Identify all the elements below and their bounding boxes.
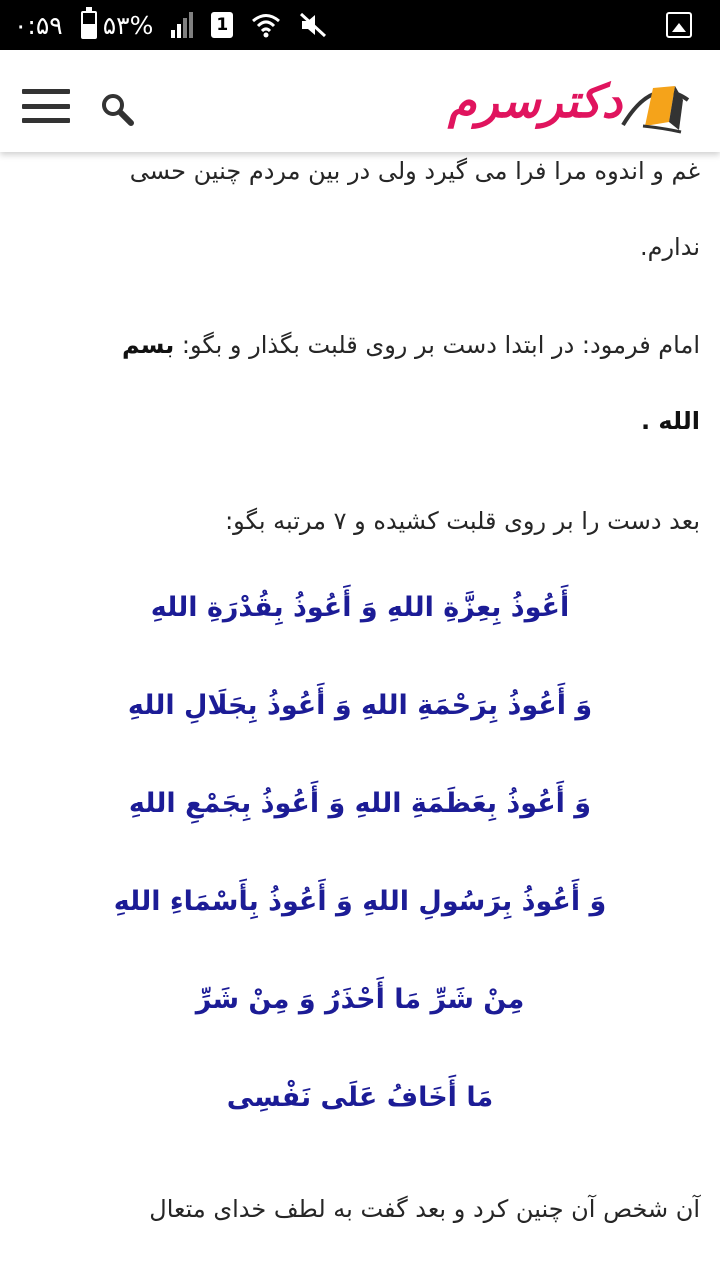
dua-line-1: أَعُوذُ بِعِزَّةِ اللهِ وَ أَعُوذُ بِقُدْرَةِ اللهِ xyxy=(150,592,570,623)
dua-line-5: مِنْ شَرِّ مَا أَحْذَرُ وَ مِنْ شَرِّ xyxy=(195,984,525,1015)
dua-line-4: وَ أَعُوذُ بِرَسُولِ اللهِ وَ أَعُوذُ بِأَسْمَاءِ اللهِ xyxy=(113,886,607,917)
paragraph-2-bold-2: الله . xyxy=(640,407,700,435)
sim-icon: 1 xyxy=(211,12,233,38)
dua-line-6: مَا أَخَافُ عَلَى نَفْسِی xyxy=(226,1082,494,1113)
site-logo[interactable] xyxy=(448,70,693,140)
paragraph-1-line-1: غم و اندوه مرا فرا می گیرد ولی در بین مردم چنین حسی xyxy=(129,157,700,185)
search-icon[interactable] xyxy=(100,92,134,126)
paragraph-4-line-1: آن شخص آن چنین کرد و بعد گفت به لطف خدای متعال xyxy=(149,1195,700,1223)
article-content xyxy=(20,0,700,1280)
paragraph-3: بعد دست را بر روی قلبت کشیده و ۷ مرتبه بگو: xyxy=(225,507,700,535)
logo-text: دکترسرم xyxy=(448,74,623,128)
dua-line-3: وَ أَعُوذُ بِعَظَمَةِ اللهِ وَ أَعُوذُ بِجَمْعِ اللهِ xyxy=(128,788,592,819)
status-time: ۰:۵۹ xyxy=(14,10,63,40)
paragraph-2-bold-1: بسم xyxy=(121,331,175,359)
logo-book-icon xyxy=(613,70,693,140)
dua-line-2: وَ أَعُوذُ بِرَحْمَةِ اللهِ وَ أَعُوذُ بِجَلَالِ اللهِ xyxy=(127,690,593,721)
paragraph-2-line-2 xyxy=(20,383,700,459)
menu-icon[interactable] xyxy=(22,89,70,123)
app-header xyxy=(0,50,720,152)
paragraph-2-text: امام فرمود: در ابتدا دست بر روی قلبت بگذار و بگو: xyxy=(174,331,700,359)
paragraph-2-line-1 xyxy=(20,307,700,383)
battery-percent: ۵۳% xyxy=(102,10,154,40)
paragraph-1-line-2: ندارم. xyxy=(639,233,700,261)
